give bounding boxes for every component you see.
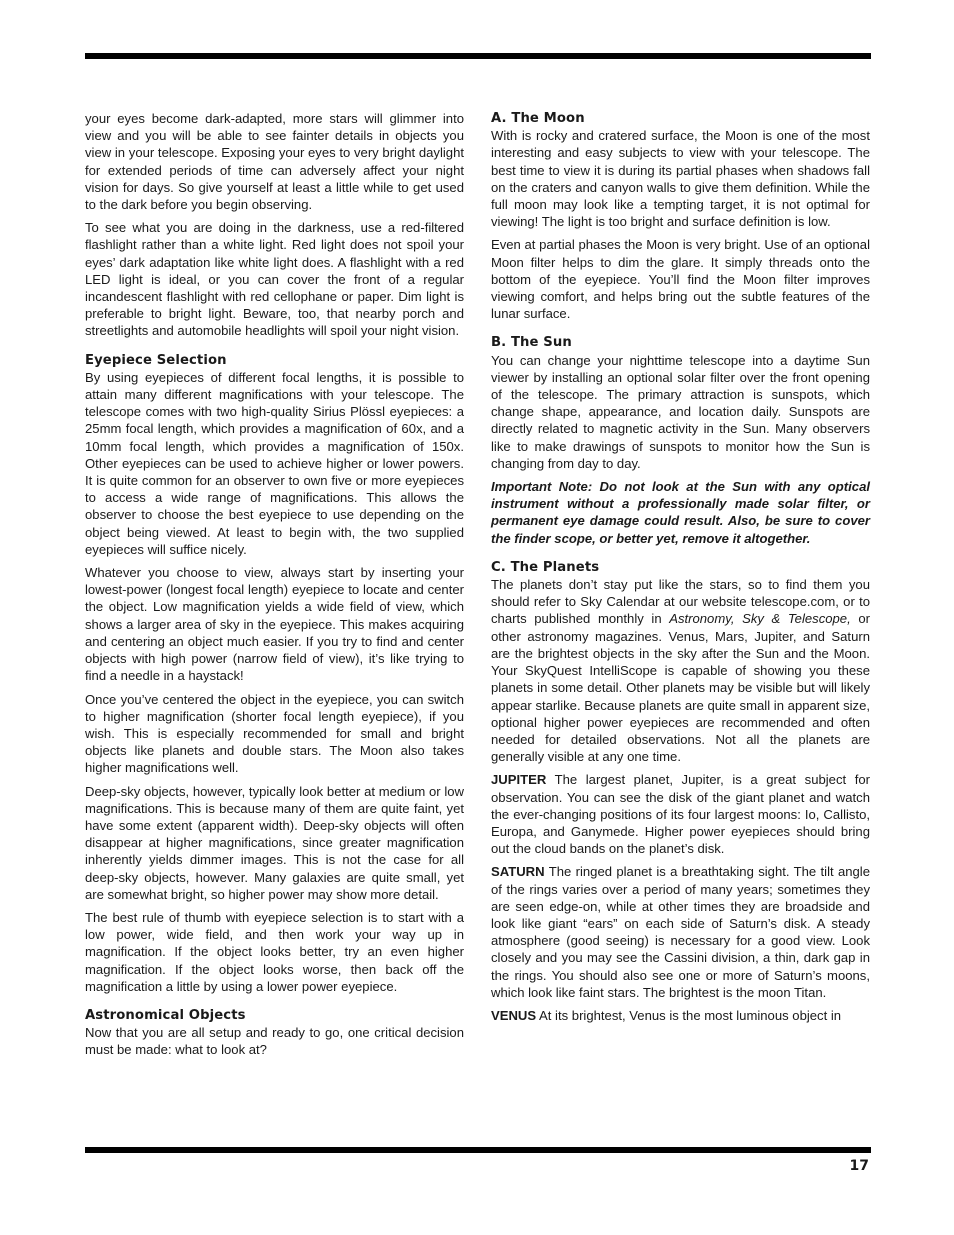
paragraph: Deep-sky objects, however, typically look better at medium or low magnifications. This is because many of them are quite faint, yet have some extent (apparent width). Deep-sky objects will often disappear at higher magnifications, since greater magnification inherently yields dimmer images. This is not the case for all deep-sky objects, however. Many galaxies are quite small, yet are somewhat bright, so higher power may show more detail.: [85, 783, 464, 902]
right-column: [491, 110, 870, 1030]
paragraph: With is rocky and cratered surface, the Moon is one of the most interesting and easy subjects to view with your telescope. The best time to view it is during its partial phases when shadows fall on the craters and canyon walls to give them definition. While the full moon may look like a tempting target, it is not optimal for viewing! The light is too bright and surface definition is low.: [491, 128, 870, 230]
paragraph: your eyes become dark-adapted, more stars will glimmer into view and you will be able to see fainter details in objects you view in your telescope. Exposing your eyes to very bright daylight for extended periods of time can adversely affect your night vision for days. So give yourself at least a little while to get used to the dark before you begin observing.: [85, 111, 464, 213]
run-in-heading-saturn: SATURN: [491, 864, 545, 880]
paragraph: You can change your nighttime telescope into a daytime Sun viewer by installing an optional solar filter over the front opening of the telescope. The primary attraction is sunspots, which change shape, appearance, and location daily. Sunspots are directly related to magnetic activity in the Sun. Many observers like to make drawings of sunspots to monitor how the Sun is changing from day to day.: [491, 352, 870, 471]
top-rule: [85, 53, 871, 59]
text-run: The largest planet, Jupiter, is a great subject for observation. You can see the disk of the giant planet and watch the ever-changing positions of its four largest moons: Io, Callisto, Europa, and Ganymede. Higher power eyepieces should bring out the cloud bands on the planet’s disk.: [491, 772, 870, 857]
sun-warning-note: Important Note: Do not look at the Sun with any optical instrument without a professionally made solar filter, or permanent eye damage could result. Also, be sure to cover the finder scope, or better yet, remove it altogether.: [491, 479, 870, 546]
section-heading-astronomical-objects: Astronomical Objects: [85, 1007, 246, 1023]
paragraph-saturn: [491, 863, 870, 1001]
text-run: The planets don’t stay put like the stars, so to find them you should refer to Sky Calendar at our website telescope.com, or to charts published monthly in: [491, 577, 870, 627]
magazine-titles: Astronomy, Sky & Telescope,: [669, 611, 851, 627]
left-column: [85, 110, 464, 1065]
section-heading-sun: B. The Sun: [491, 335, 572, 351]
text-run: The ringed planet is a breathtaking sight. The tilt angle of the rings varies over a period of many years; sometimes they are seen edge-on, while at other times they are broadside and look like giant “ears” on each side of Saturn’s disk. A steady atmosphere (good seeing) is necessary for a good view. Look closely and you may see the Cassini division, a thin, dark gap in the rings. You should also see one or more of Saturn’s moons, which look like faint stars. The brightest is the moon Titan.: [491, 864, 870, 1000]
paragraph-venus: [491, 1007, 870, 1024]
bottom-rule: [85, 1147, 871, 1153]
section-heading-moon: A. The Moon: [491, 111, 585, 126]
paragraph: Whatever you choose to view, always start by inserting your lowest-power (longest focal length) eyepiece to locate and center the object. Low magnification yields a wide field of view, which shows a larger area of sky in the eyepiece. This makes acquiring and centering an object much easier. If you try to find and center objects with high power (narrow field of view), it’s like trying to find a needle in a haystack!: [85, 565, 464, 684]
paragraph: By using eyepieces of different focal lengths, it is possible to attain many different magnifications with your telescope. The telescope comes with two high-quality Sirius Plössl eyepieces: a 25mm focal length, which provides a magnification of 60x, and a 10mm focal length, which provides a magnification of 150x. Other eyepieces can be used to achieve higher or lower powers. It is quite common for an observer to own five or more eyepieces to access a wide range of magnifications. This allows the observer to choose the best eyepiece to use depending on the object being viewed. At least to begin with, the two supplied eyepieces will suffice nicely.: [85, 369, 464, 557]
section-heading-planets: C. The Planets: [491, 559, 600, 575]
paragraph: Even at partial phases the Moon is very bright. Use of an optional Moon filter helps to dim the glare. It simply threads onto the bottom of the eyepiece. You’ll find the Moon filter improves viewing comfort, and helps bring out the subtle features of the lunar surface.: [491, 237, 870, 322]
paragraph: Now that you are all setup and ready to go, one critical decision must be made: what to look at?: [85, 1025, 464, 1058]
paragraph: The best rule of thumb with eyepiece selection is to start with a low power, wide field, and then work your way up in magnification. If the object looks better, try an even higher magnification. If the object looks worse, then back off the magnification a little by using a lower power eyepiece.: [85, 909, 464, 994]
paragraph-jupiter: [491, 771, 870, 857]
text-run: or other astronomy magazines. Venus, Mars, Jupiter, and Saturn are the brightest objects in the sky after the Sun and the Moon. Your SkyQuest IntelliScope is capable of showing you these planets in some detail. Other planets may be visible but will likely appear starlike. Because planets are quite small in apparent size, optional higher power eyepieces are recommended and often needed for detailed observations. Not all the planets are generally visible at any one time.: [491, 611, 870, 765]
run-in-heading-venus: VENUS: [491, 1007, 537, 1023]
paragraph: [491, 576, 870, 765]
paragraph: Once you’ve centered the object in the eyepiece, you can switch to higher magnification (shorter focal length eyepiece), if you wish. This is especially recommended for small and bright objects like planets and double stars. The Moon also takes higher magnifications well.: [85, 691, 464, 776]
section-heading-eyepiece-selection: Eyepiece Selection: [85, 352, 227, 368]
text-run: At its brightest, Venus is the most luminous object in: [536, 1007, 842, 1023]
page-number: 17: [849, 1158, 869, 1174]
paragraph: To see what you are doing in the darkness, use a red-filtered flashlight rather than a white light. Red light does not spoil your eyes’ dark adaptation like white light does. A flashlight with a red LED light is ideal, or you can cover the front of a regular incandescent flashlight with red cellophane or paper. Dim light is preferable to bright light. Beware, too, that nearby porch and streetlights and automobile headlights will spoil your night vision.: [85, 220, 464, 339]
run-in-heading-jupiter: JUPITER: [491, 772, 547, 788]
